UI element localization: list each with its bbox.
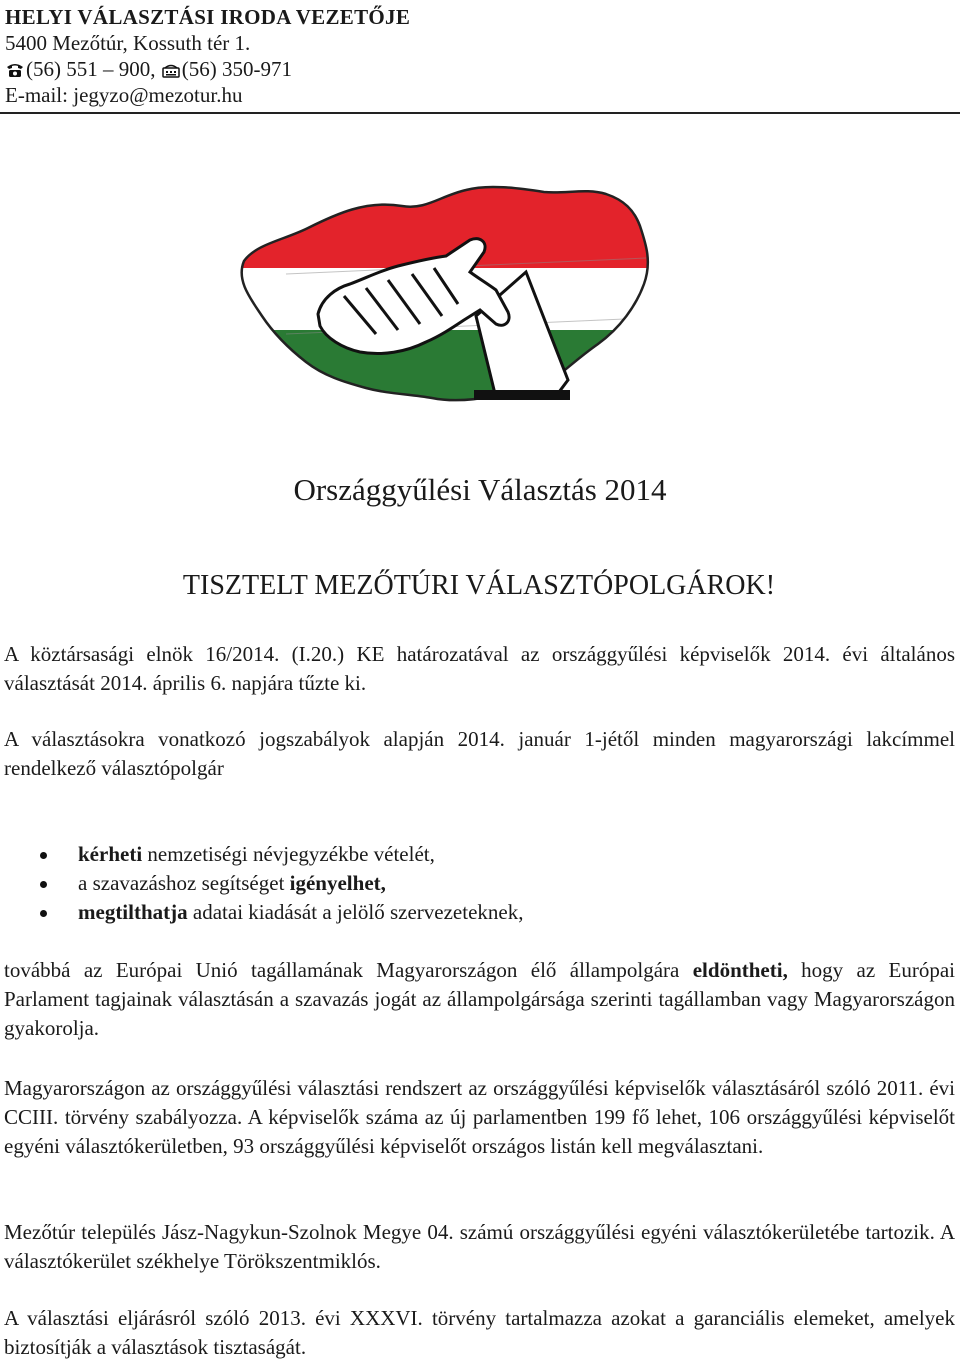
list-item (40, 898, 920, 927)
list-item-text: adatai kiadását a jelölő szervezeteknek, (187, 900, 524, 924)
paragraph-eu-citizens (4, 956, 955, 1043)
p3-bold: eldöntheti, (692, 958, 788, 982)
paragraph-procedure-law: A választási eljárásról szóló 2013. évi XXXVI. törvény tartalmazza azokat a garanciális elemeket, amelyek biztosítják a választások tisztaságát. (4, 1306, 955, 1359)
paragraph-electoral-system: Magyarországon az országgyűlési választási rendszert az országgyűlési képviselők választásáról szóló 2011. évi CCIII. törvény szabályozza. A képviselők száma az új parlamentben 199 fő lehet, 106 országgyűlési képviselőt egyéni választókerületben, 93 országgyűlési képviselőt országos listán kell megválasztani. (4, 1076, 955, 1158)
page-title: Országgyűlési Választás 2014 (293, 472, 667, 507)
paragraph-election-date: A köztársasági elnök 16/2014. (I.20.) KE határozatával az országgyűlési képviselők 2014. évi általános választását 2014. április 6. napjára tűzte ki. (4, 642, 955, 695)
header-divider (0, 112, 960, 114)
fax-icon (161, 62, 181, 78)
paragraph-constituency: Mezőtúr település Jász-Nagykun-Szolnok Megye 04. számú országgyűlési egyéni választókerületébe tartozik. A választókerület székhelye Törökszentmiklós. (4, 1220, 955, 1273)
fax-number: (56) 350-971 (181, 57, 292, 81)
paragraph-voter-rights-intro: A választásokra vonatkozó jogszabályok alapján 2014. január 1-jétől minden magyarországi lakcímmel rendelkező választópolgár (4, 727, 955, 780)
p3-text-b: hogy az Európai Parlament tagjainak választásán a szavazás jogát az állampolgársága szerinti tagállamban vagy Magyarországon gyakorolja. (4, 958, 955, 1040)
org-name: HELYI VÁLASZTÁSI IRODA VEZETŐJE (5, 5, 411, 29)
email: E-mail: jegyzo@mezotur.hu (5, 83, 243, 107)
list-item-text: a szavazáshoz segítséget (78, 871, 290, 895)
list-item-bold: megtilthatja (78, 900, 188, 924)
letterhead (5, 4, 957, 108)
hungary-map-ballot-logo (226, 166, 656, 458)
list-item-bold: kérheti (78, 842, 143, 866)
list-item-bold: igényelhet, (289, 871, 386, 895)
telephone-icon (5, 62, 25, 78)
p3-text-a: továbbá az Európai Unió tagállamának Magyarországon élő állampolgára (4, 958, 693, 982)
address: 5400 Mezőtúr, Kossuth tér 1. (5, 31, 251, 55)
list-item (40, 869, 920, 898)
salutation: TISZTELT MEZŐTÚRI VÁLASZTÓPOLGÁROK! (182, 570, 776, 601)
voter-rights-list (40, 840, 920, 927)
list-item (40, 840, 920, 869)
phone-number: (56) 551 – 900, (26, 57, 161, 81)
list-item-text: nemzetiségi névjegyzékbe vételét, (142, 842, 435, 866)
phone-fax-line (5, 56, 957, 82)
